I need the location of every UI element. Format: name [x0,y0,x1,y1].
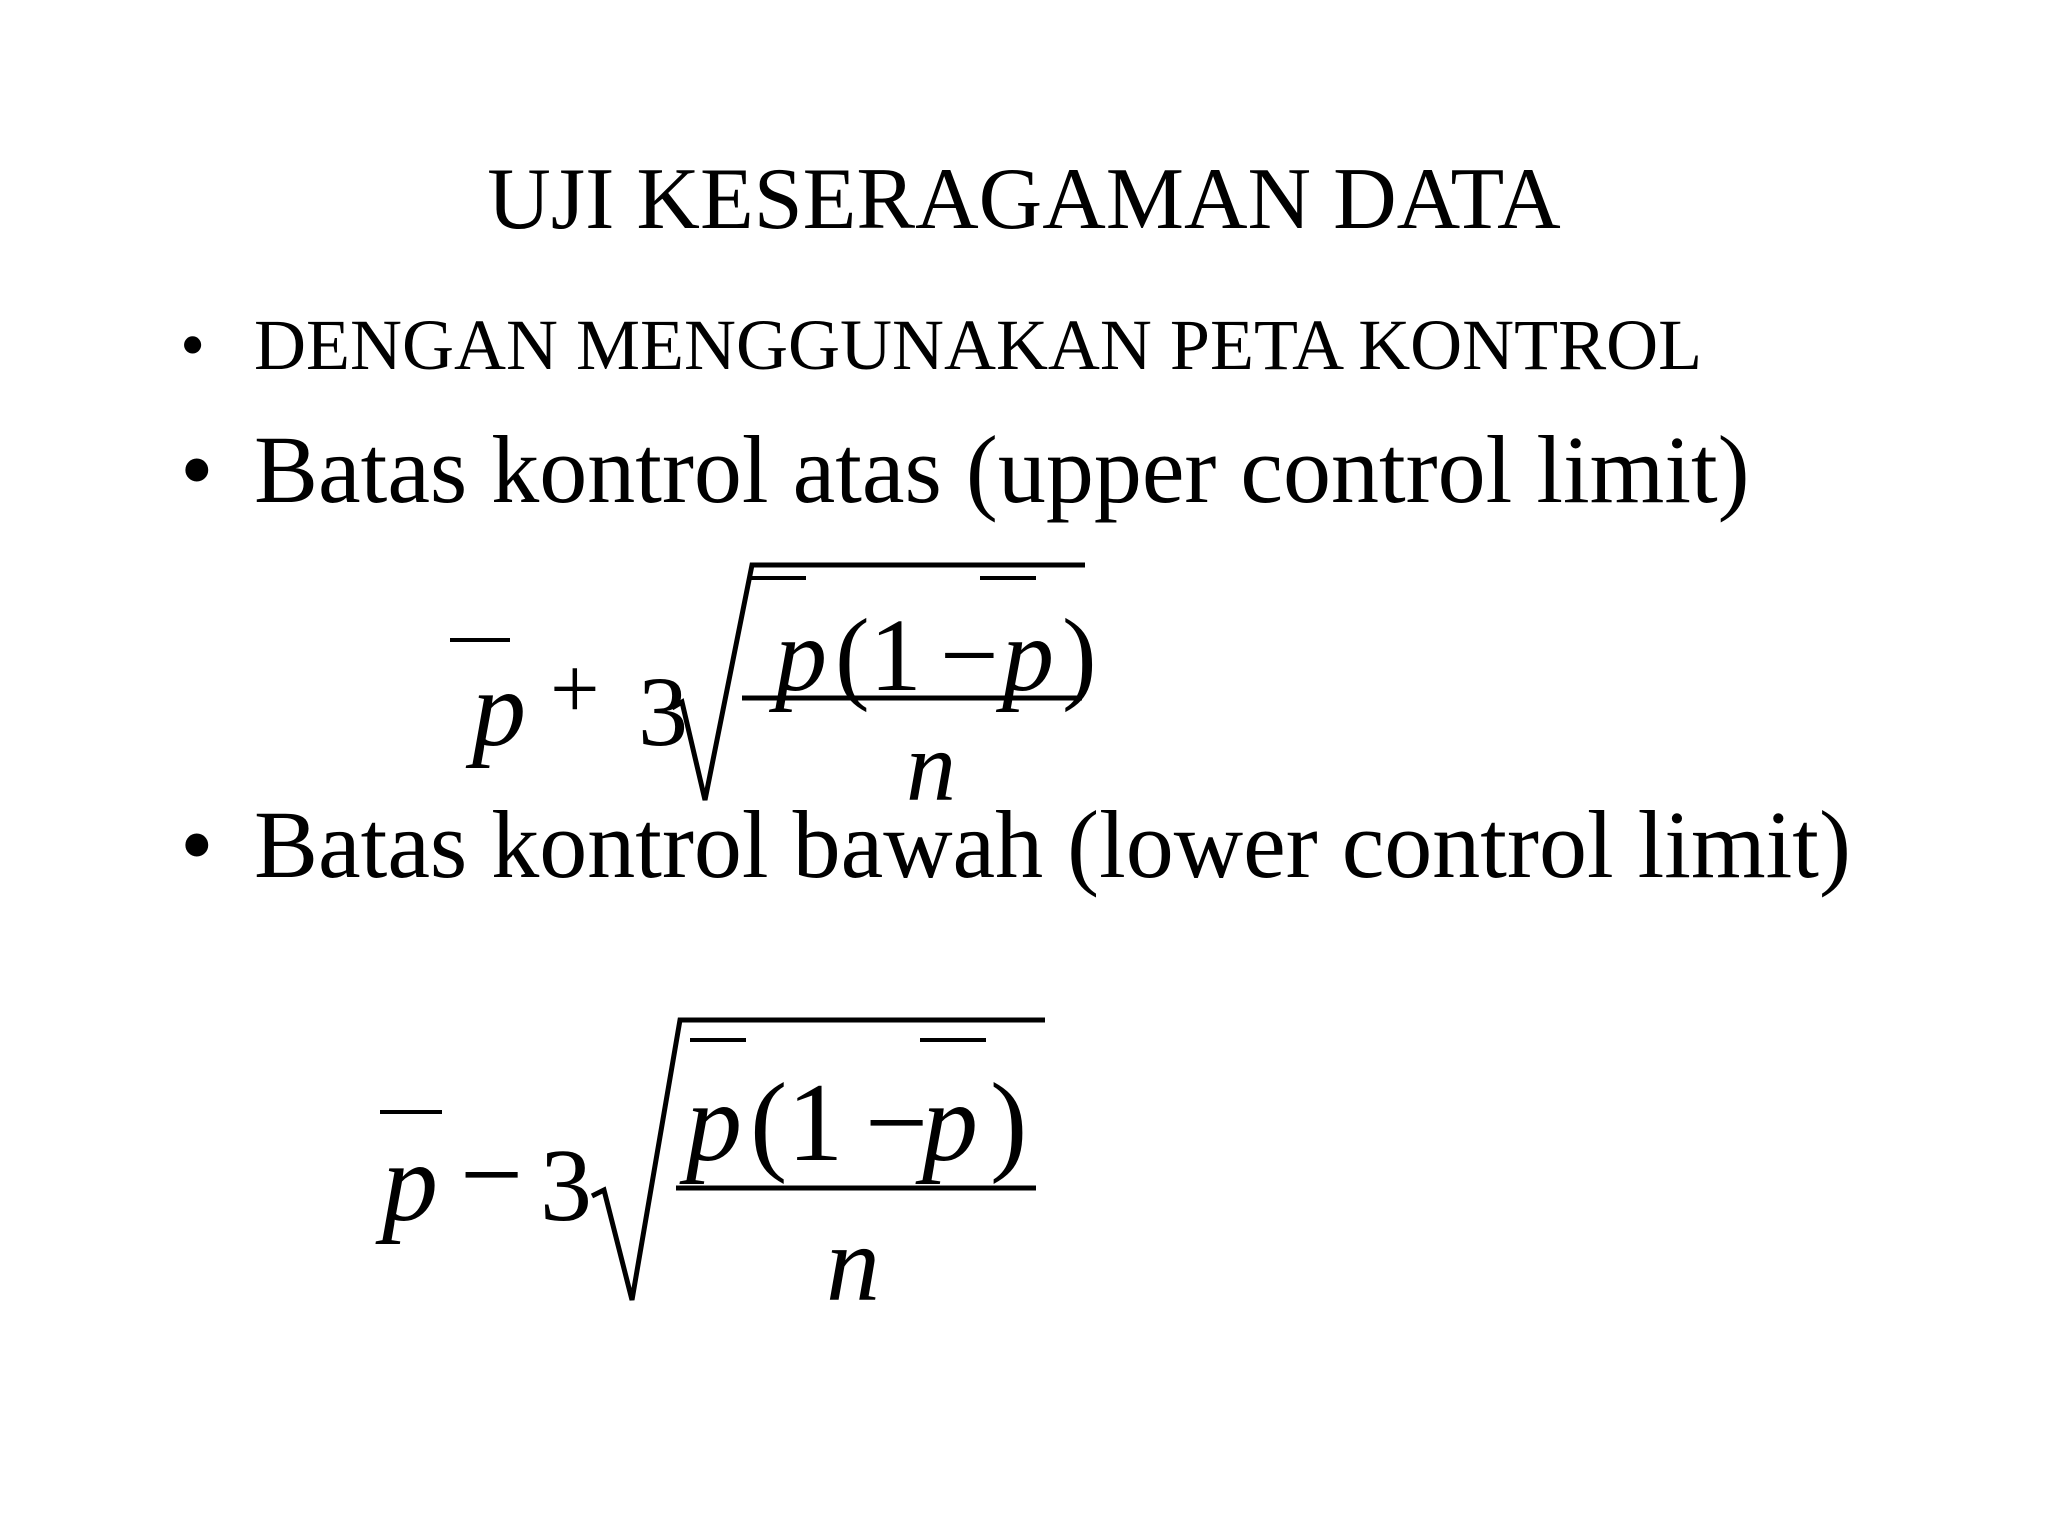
bullet-text: Batas kontrol atas (upper control limit) [254,416,1750,523]
slide-title: UJI KESERAGAMAN DATA [487,151,1561,248]
numerator-open: (1 [835,598,922,713]
numerator-p: p [922,1061,978,1185]
plus-operator: + [550,641,600,738]
denominator-n: n [826,1205,880,1324]
numerator-p: p [686,1061,742,1185]
denominator-n: n [906,711,956,822]
p-bar-symbol: p [472,650,526,769]
minus-operator: − [460,1113,524,1237]
bullet-icon: • [180,305,206,385]
coefficient-three: 3 [638,656,688,767]
upper-limit-formula [450,565,1097,822]
numerator-minus: − [865,1061,929,1185]
p-bar-symbol: p [382,1121,438,1245]
lower-limit-formula [375,1020,1045,1324]
bullet-text: DENGAN MENGGUNAKAN PETA KONTROL [254,305,1703,385]
coefficient-three: 3 [540,1128,592,1243]
numerator-p: p [775,598,827,713]
bullet-text: Batas kontrol bawah (lower control limit) [254,791,1851,898]
numerator-minus: − [940,598,999,713]
numerator-open: (1 [750,1061,844,1185]
bullet-icon: • [180,416,214,523]
numerator-close: ) [990,1061,1028,1185]
bullet-icon: • [180,791,214,898]
numerator-close: ) [1062,598,1097,713]
numerator-p: p [1002,598,1054,713]
